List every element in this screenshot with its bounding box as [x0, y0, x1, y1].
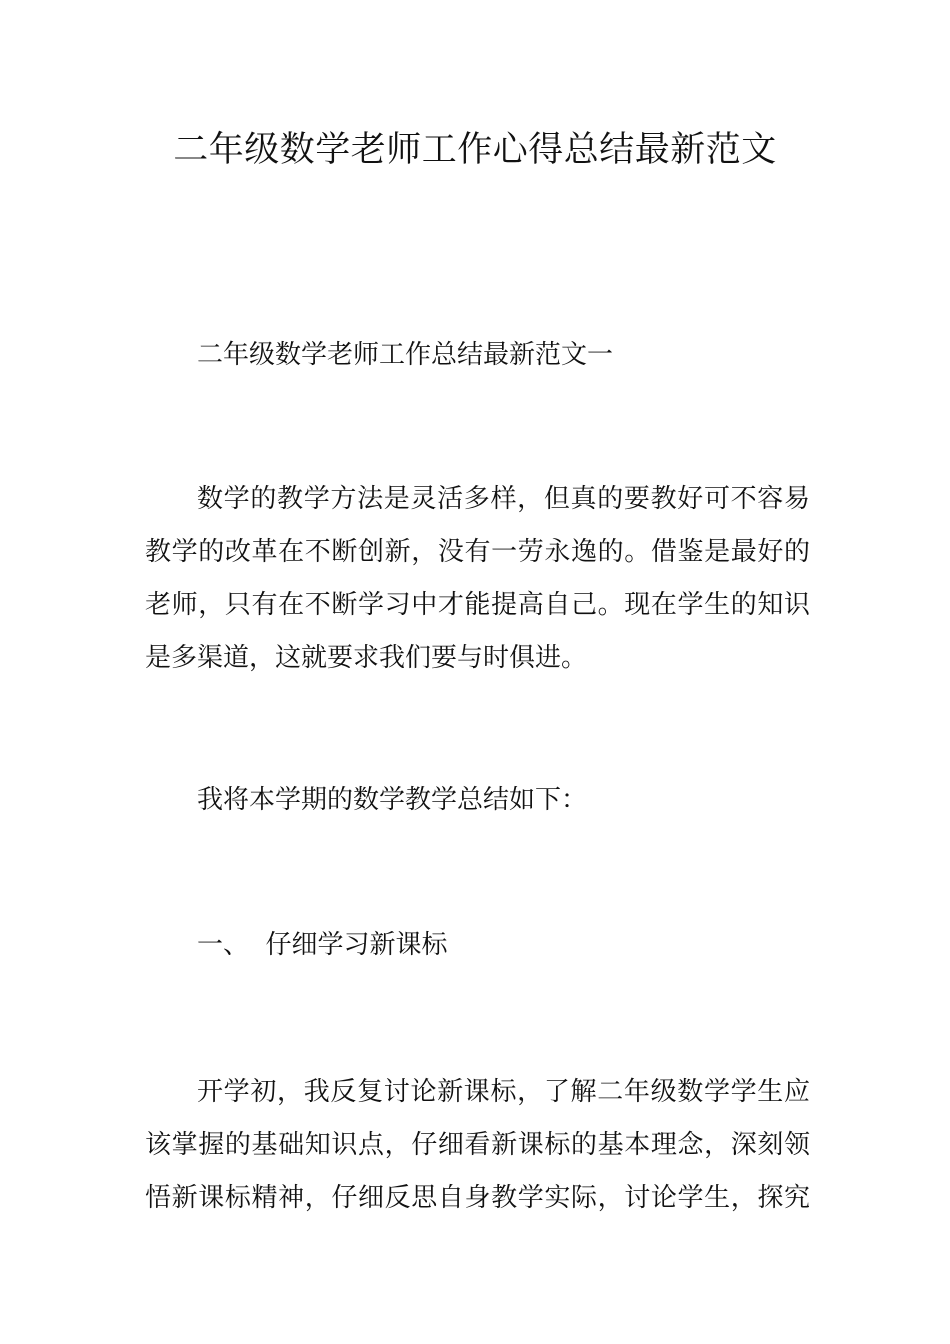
paragraph-new-curriculum — [145, 1072, 810, 1231]
paragraph-line: 是多渠道，这就要求我们要与时俱进。 — [145, 643, 588, 673]
section-heading: 一、 仔细学习新课标 — [197, 930, 448, 960]
document-title: 二年级数学老师工作心得总结最新范文 — [173, 130, 777, 170]
paragraph-line: 数学的教学方法是灵活多样，但真的要教好可不容易 — [197, 484, 810, 514]
paragraph-line: 教学的改革在不断创新，没有一劳永逸的。借鉴是最好的 — [145, 537, 810, 567]
paragraph-teaching-methods — [145, 479, 810, 691]
paragraph-line: 老师，只有在不断学习中才能提高自己。现在学生的知识 — [145, 590, 810, 620]
section-subtitle: 二年级数学老师工作总结最新范文一 — [197, 340, 614, 370]
paragraph-line: 悟新课标精神，仔细反思自身教学实际，讨论学生，探究 — [145, 1183, 810, 1213]
paragraph-line: 该掌握的基础知识点，仔细看新课标的基本理念，深刻领 — [145, 1130, 810, 1160]
paragraph-line: 开学初，我反复讨论新课标，了解二年级数学学生应 — [197, 1077, 810, 1107]
summary-intro: 我将本学期的数学教学总结如下： — [197, 785, 588, 815]
